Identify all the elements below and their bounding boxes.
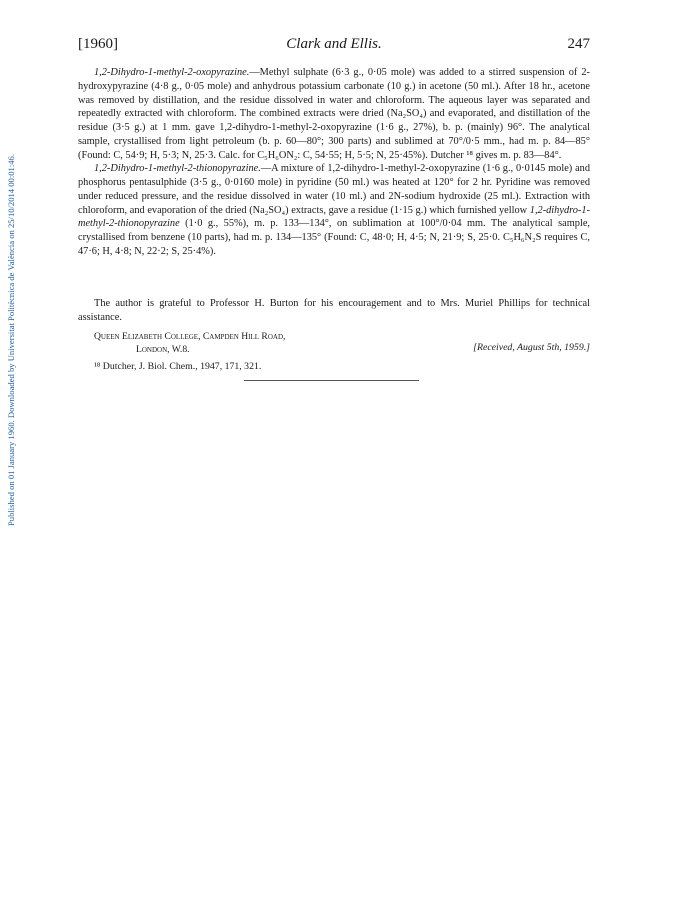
running-authors: Clark and Ellis. <box>286 36 382 52</box>
product-name: 1,2-dihydro-1-methyl-2-thionopyrazine <box>78 204 590 230</box>
experimental-section <box>78 66 590 259</box>
paragraph-text: —Methyl sulphate (6·3 g., 0·05 mole) was added to a stirred suspension of 2-hydroxypyrazine (4·8 g., 0·05 mole) and anhydrous potassium carbonate (10 g.) in acetone (50 ml.). After 18 hr., acetone was removed by distillation, and the residue dissolved in water and chloroform. The aqueous layer was separated and repeatedly extracted with chloroform. The combined extracts were dried (Na₂SO₄) and evaporated, and distillation of the residue (3·5 g.) at 1 mm. gave 1,2-dihydro-1-methyl-2-oxopyrazine (1·6 g., 27%), b. p. (mainly) 96°. The analytical sample, crystallised from light petroleum (b. p. 60—80°; 300 parts) and sublimed at 70°/0·5 mm., had m. p. 84—85° (Found: C, 54·9; H, 5·3; N, 25·3. Calc. for C₅H₆ON₂: C, 54·55; H, 5·5; N, 25·45%). Dutcher ¹⁸ gives m. p. 83—84°. <box>78 67 590 161</box>
paragraph-oxopyrazine <box>78 66 590 162</box>
address-line: London, W.8. <box>136 344 190 355</box>
paragraph-text: (1·0 g., 55%), m. p. 133—134°, on sublimation at 100°/0·04 mm. The analytical sample, crystallised from benzene (10 parts), had m. p. 134—135° (Found: C, 48·0; H, 4·5; N, 21·9; S, 25·0. C₅H₆N₂S requires C, 47·6; H, 4·8; N, 22·2; S, 25·4%). <box>78 218 590 257</box>
download-watermark-text: Published on 01 January 1960. Downloaded by Universitat Politècnica de València on 25/10/2014 00:01:46. <box>6 154 16 526</box>
received-date: [Received, August 5th, 1959.] <box>473 342 590 353</box>
section-divider <box>244 380 419 381</box>
paragraph-thionopyrazine <box>78 162 590 258</box>
paragraph-text: —A mixture of 1,2-dihydro-1-methyl-2-oxopyrazine (1·6 g., 0·0145 mole) and phosphorus pentasulphide (3·5 g., 0·0160 mole) in pyridine (50 ml.) was heated at 120° for 2 hr. Pyridine was removed under reduced pressure, and the residue dissolved in water (10 ml.) and 2N-sodium hydroxide (25 ml.). Extraction with chloroform, and evaporation of the dried (Na₂SO₄) extracts, gave a residue (1·15 g.) which furnished yellow <box>78 163 590 216</box>
journal-year: [1960] <box>78 36 118 52</box>
download-watermark <box>2 85 20 595</box>
institution-address <box>94 330 285 356</box>
footnote: ¹⁸ Dutcher, J. Biol. Chem., 1947, 171, 321. <box>94 361 262 372</box>
acknowledgement: The author is grateful to Professor H. Burton for his encouragement and to Mrs. Muriel Phillips for technical assistance. <box>78 298 590 323</box>
compound-heading: 1,2-Dihydro-1-methyl-2-thionopyrazine. <box>94 163 261 175</box>
address-line: Queen Elizabeth College, Campden Hill Road, <box>94 331 286 342</box>
compound-heading: 1,2-Dihydro-1-methyl-2-oxopyrazine. <box>94 67 250 78</box>
page-number: 247 <box>567 36 590 52</box>
page-header <box>78 36 590 56</box>
